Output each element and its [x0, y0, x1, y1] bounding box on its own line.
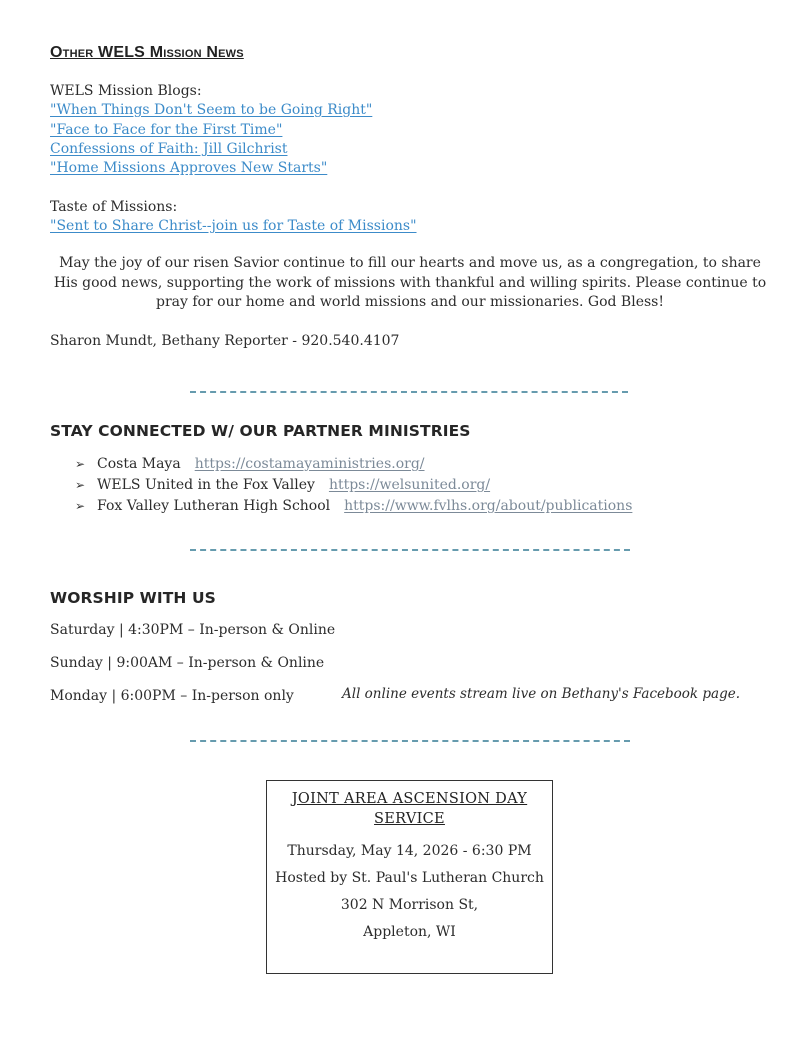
blog-link-2[interactable]: "Face to Face for the First Time": [50, 122, 283, 138]
event-title: JOINT AREA ASCENSION DAY SERVICE: [291, 791, 528, 827]
partner-link[interactable]: https://welsunited.org/: [328, 477, 491, 493]
divider-1: [190, 391, 628, 393]
divider-2: [190, 549, 630, 551]
partners-heading: STAY CONNECTED W/ OUR PARTNER MINISTRIES: [50, 422, 471, 440]
partner-row-costa-maya: [75, 455, 425, 474]
worship-time-saturday: Saturday | 4:30PM – In-person & Online: [50, 622, 336, 638]
partner-name: Fox Valley Lutheran High School: [97, 498, 331, 514]
partner-name: Costa Maya: [97, 456, 181, 472]
stream-note: All online events stream live on Bethany's Facebook page.: [342, 686, 741, 702]
arrow-bullet-icon: ➢: [75, 499, 86, 513]
blog-link-4[interactable]: "Home Missions Approves New Starts": [50, 160, 328, 176]
worship-heading: WORSHIP WITH US: [50, 589, 216, 607]
partner-row-wels-united: [75, 476, 490, 495]
worship-time-monday: Monday | 6:00PM – In-person only: [50, 688, 294, 704]
blessing-paragraph: May the joy of our risen Savior continue to fill our hearts and move us, as a congregation, to share His good news, supporting the work of missions with thankful and willing spirits. Please continue to pray for our home and world missions and our missionaries. God Bless!: [53, 255, 767, 310]
worship-time-sunday: Sunday | 9:00AM – In-person & Online: [50, 655, 325, 671]
event-date: Thursday, May 14, 2026 - 6:30 PM: [287, 843, 532, 859]
divider-3: [190, 740, 630, 742]
blog-link-3[interactable]: Confessions of Faith: Jill Gilchrist: [50, 141, 288, 157]
partner-name: WELS United in the Fox Valley: [97, 477, 315, 493]
partner-row-fvlhs: [75, 497, 632, 516]
arrow-bullet-icon: ➢: [75, 478, 86, 492]
blog-link-1[interactable]: "When Things Don't Seem to be Going Right": [50, 102, 373, 118]
event-host: Hosted by St. Paul's Lutheran Church: [275, 870, 544, 886]
mission-news-heading: Other WELS Mission News: [50, 44, 244, 61]
event-city: Appleton, WI: [363, 924, 456, 940]
blogs-label: WELS Mission Blogs:: [50, 83, 202, 99]
arrow-bullet-icon: ➢: [75, 457, 86, 471]
partner-link[interactable]: https://www.fvlhs.org/about/publications: [344, 498, 633, 514]
ascension-event-box: [266, 780, 553, 974]
taste-label: Taste of Missions:: [50, 199, 178, 215]
event-address: 302 N Morrison St,: [340, 897, 479, 913]
signature: Sharon Mundt, Bethany Reporter - 920.540.4107: [50, 333, 400, 349]
partner-link[interactable]: https://costamayaministries.org/: [194, 456, 425, 472]
taste-link[interactable]: "Sent to Share Christ--join us for Taste of Missions": [50, 218, 417, 234]
